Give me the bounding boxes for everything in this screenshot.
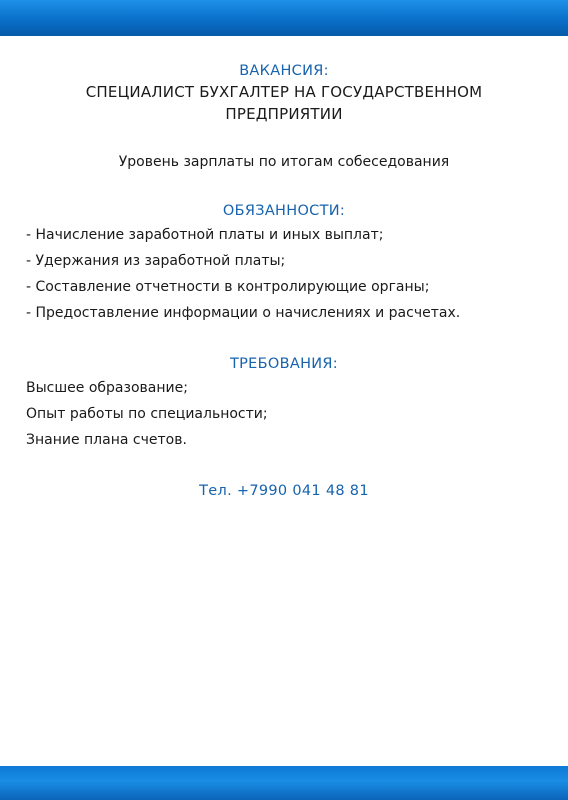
- vacancy-content: [0, 63, 568, 514]
- contact-phone: Тел. +7990 041 48 81: [199, 483, 369, 499]
- vacancy-heading: ВАКАНСИЯ:: [239, 63, 329, 79]
- requirements-heading: ТРЕБОВАНИЯ:: [229, 356, 338, 372]
- bottom-decorative-band: [0, 766, 568, 800]
- requirement-item: Знание плана счетов.: [26, 432, 187, 448]
- position-title: СПЕЦИАЛИСТ БУХГАЛТЕР НА ГОСУДАРСТВЕННОМ ПРЕДПРИЯТИИ: [85, 83, 483, 123]
- duty-item: - Удержания из заработной платы;: [26, 253, 286, 269]
- requirement-item: Высшее образование;: [26, 380, 188, 396]
- duties-heading: ОБЯЗАННОСТИ:: [222, 203, 346, 219]
- requirements-list: [0, 375, 568, 453]
- duties-list: [0, 222, 568, 326]
- top-decorative-band: [0, 0, 568, 36]
- duty-item: - Составление отчетности в контролирующие органы;: [26, 279, 430, 295]
- duty-item: - Начисление заработной платы и иных выплат;: [26, 227, 384, 243]
- salary-text: Уровень зарплаты по итогам собеседования: [118, 154, 450, 170]
- duty-item: - Предоставление информации о начислениях и расчетах.: [26, 305, 461, 321]
- requirement-item: Опыт работы по специальности;: [26, 406, 268, 422]
